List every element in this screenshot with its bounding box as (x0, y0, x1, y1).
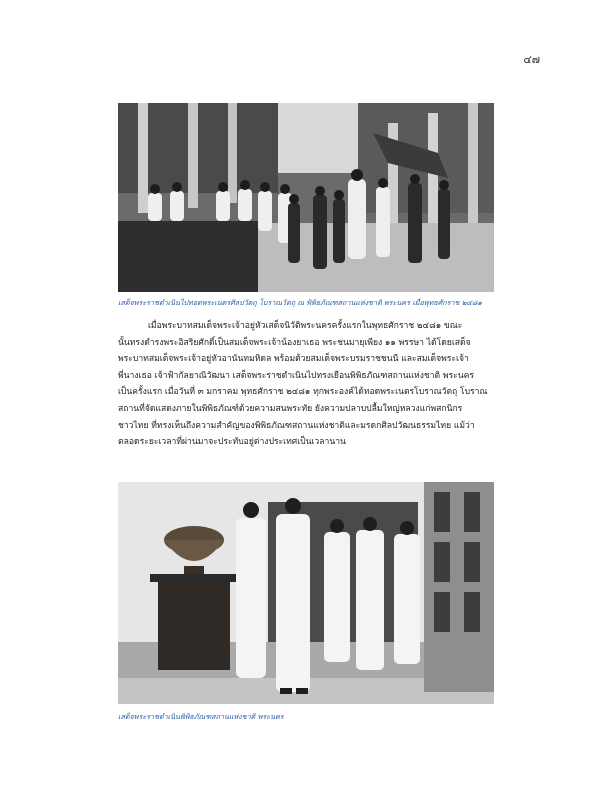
paragraph-line: พระบาทสมเด็จพระเจ้าอยู่หัวอานันทมหิดล พร้อมด้วยสมเด็จพระบรมราชชนนี และสมเด็จพระเจ้า (118, 354, 469, 365)
photo-caption: เสด็จพระราชดำเนินพิพิธภัณฑสถานแห่งชาติ พระนคร (118, 712, 284, 721)
body-paragraph (118, 318, 496, 451)
paragraph-line: เป็นครั้งแรก เมื่อวันที่ ๓ มกราคม พุทธศักราช ๒๔๘๑ ทุกพระองค์ได้ทอดพระเนตรโบราณวัตถุ โบราณ (118, 387, 488, 398)
paragraph-line: สถานที่จัดแสดงภายในพิพิธภัณฑ์ด้วยความสนพระทัย ยังความปลาบปลื้มใหญ่หลวงแก่พสกนิกร (118, 403, 463, 414)
paragraph-line: พี่นางเธอ เจ้าฟ้ากัลยาณิวัฒนา เสด็จพระราชดำเนินไปทรงเยือนพิพิธภัณฑสถานแห่งชาติ พระนคร (118, 370, 474, 381)
paragraph-line: ชาวไทย ที่ทรงเห็นถึงความสำคัญของพิพิธภัณฑสถานแห่งชาติและมรดกศิลปวัฒนธรรมไทย แม้ว่า (118, 420, 475, 431)
historical-photo-museum-hall (118, 482, 494, 704)
page-number: ๔๗ (523, 53, 540, 66)
paragraph-line: เมื่อพระบาทสมเด็จพระเจ้าอยู่หัวเสด็จนิวัติพระนครครั้งแรกในพุทธศักราช ๒๔๘๑ ขณะ (148, 321, 463, 331)
paragraph-line: นั้นทรงดำรงพระอิสริยศักดิ์เป็นสมเด็จพระเจ้าน้องยาเธอ พระชนมายุเพียง ๑๑ พรรษา ได้โดยเสด็จ (118, 337, 471, 348)
photo-caption: เสด็จพระราชดำเนินไปทอดพระเนตรศิลปวัตถุ โบราณวัตถุ ณ พิพิธภัณฑสถานแห่งชาติ พระนคร เมื่อพุทธศักราช ๒๔๘๑ (118, 298, 482, 307)
paragraph-line: ตลอดระยะเวลาที่ผ่านมาจะประทับอยู่ต่างประเทศเป็นเวลานาน (118, 437, 346, 448)
historical-photo-museum-visit (118, 103, 494, 292)
